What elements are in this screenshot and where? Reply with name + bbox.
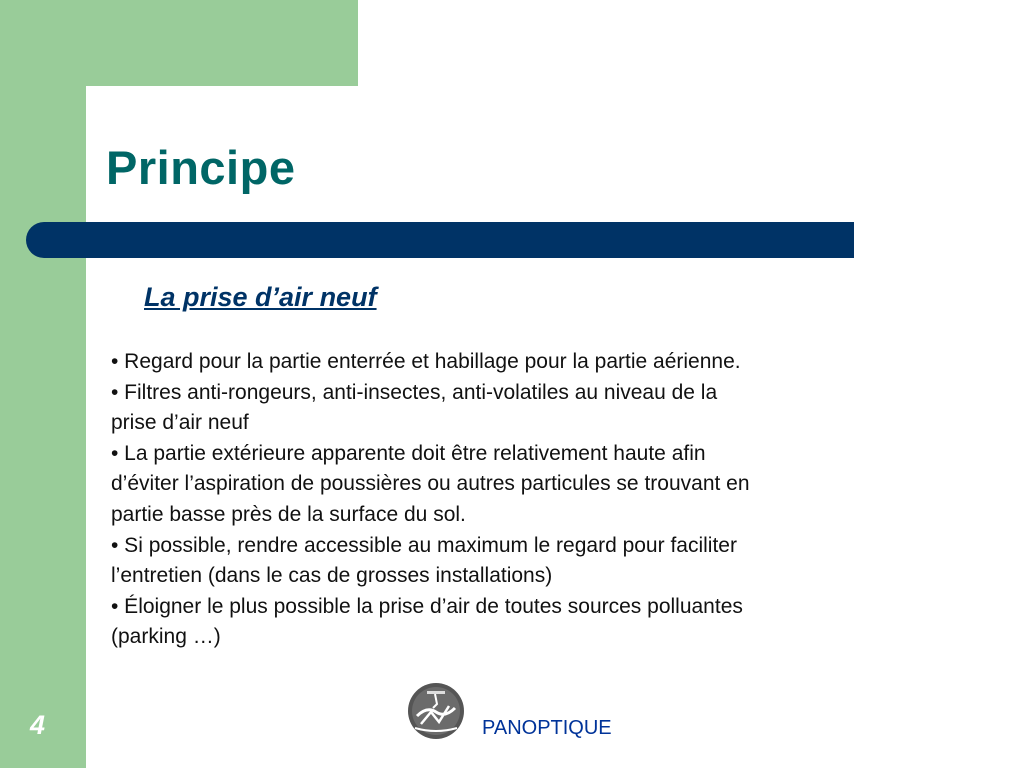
body-line: • Éloigner le plus possible la prise d’air de toutes sources polluantes xyxy=(111,594,743,618)
title-underline-bar xyxy=(26,222,854,258)
slide-subtitle: La prise d’air neuf xyxy=(144,282,377,312)
body-line: partie basse près de la surface du sol. xyxy=(111,502,466,526)
green-sidebar xyxy=(0,0,86,768)
body-line: • Si possible, rendre accessible au maximum le regard pour faciliter xyxy=(111,533,737,557)
body-line: (parking …) xyxy=(111,625,221,649)
body-line: • La partie extérieure apparente doit être relativement haute afin xyxy=(111,441,706,465)
slide-number: 4 xyxy=(30,710,46,740)
body-line: prise d’air neuf xyxy=(111,411,249,435)
body-line: • Filtres anti-rongeurs, anti-insectes, anti-volatiles au niveau de la xyxy=(111,380,718,404)
body-line: l’entretien (dans le cas de grosses installations) xyxy=(111,564,553,588)
slide-title: Principe xyxy=(106,141,296,194)
panoptique-logo-icon xyxy=(407,682,465,740)
body-line: d’éviter l’aspiration de poussières ou autres particules se trouvant en xyxy=(111,472,750,496)
footer-brand: PANOPTIQUE xyxy=(482,717,612,739)
slide-body xyxy=(111,347,911,653)
body-line: • Regard pour la partie enterrée et habillage pour la partie aérienne. xyxy=(111,350,741,373)
